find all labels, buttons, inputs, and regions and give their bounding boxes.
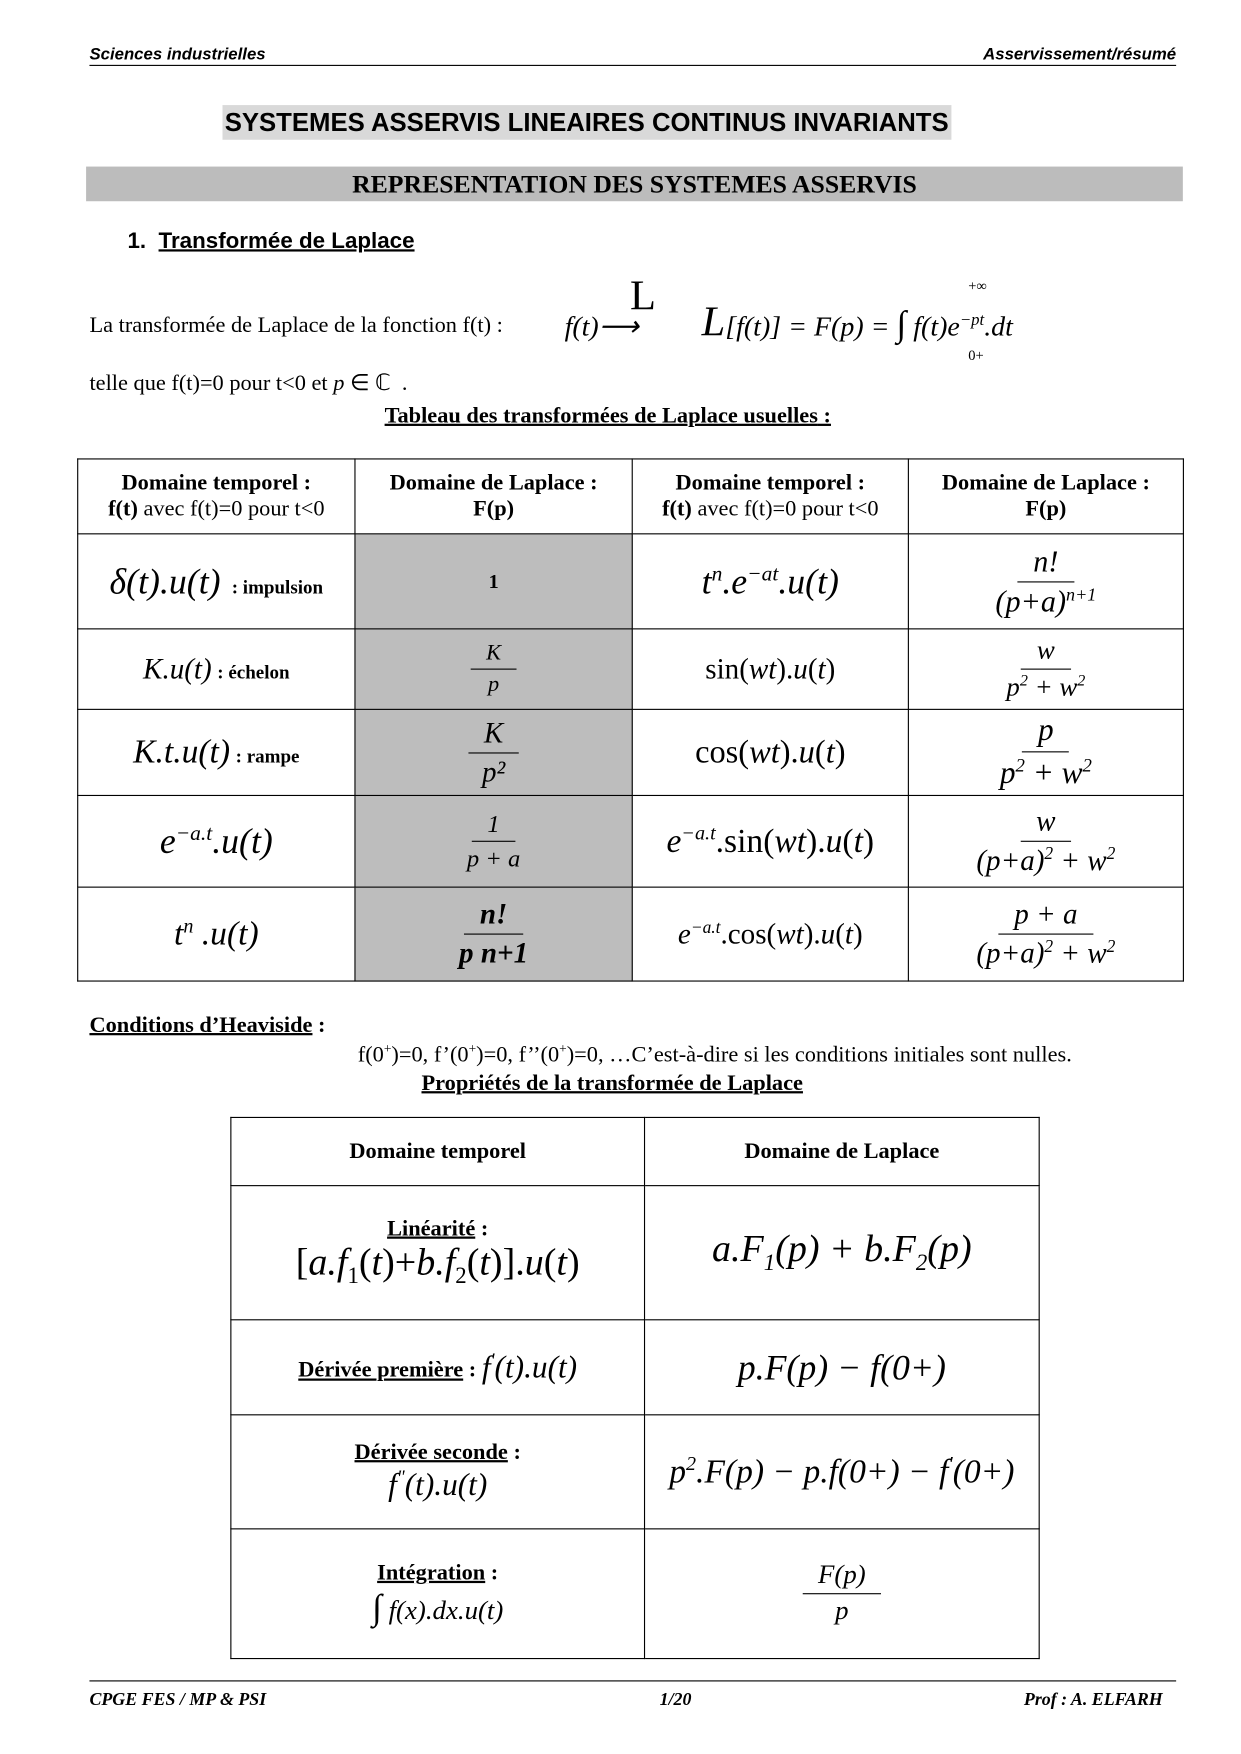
table-row: [78, 534, 1184, 629]
laplace-cell: p.F(p) − f(0+): [645, 1320, 1040, 1415]
footer-rule: [89, 1680, 1176, 1681]
time-cell: Dérivée seconde : f"(t).u(t): [231, 1415, 645, 1529]
section-title: REPRESENTATION DES SYSTEMES ASSERVIS: [86, 167, 1183, 202]
table-row: [231, 1320, 1039, 1415]
heaviside-text: f(0+)=0, f’(0+)=0, f’’(0+)=0, …C’est-à-dire si les conditions initiales sont nulles.: [357, 1040, 1072, 1068]
laplace-cell: $\frac{p + a}{(p+a)^2 + w^2}$: [908, 887, 1183, 981]
footer-left: CPGE FES / MP & PSI: [89, 1690, 267, 1710]
heaviside-description: …C’est-à-dire si les conditions initiales sont nulles.: [609, 1042, 1072, 1068]
table2-caption: Propriétés de la transformée de Laplace: [421, 1071, 803, 1096]
table-row: [231, 1529, 1039, 1659]
page-title: SYSTEMES ASSERVIS LINEAIRES CONTINUS INVARIANTS: [222, 105, 950, 140]
time-cell: $e^{-a.t}.\sin(wt).u(t)$: [632, 795, 908, 887]
header-cell: Domaine de Laplace: [645, 1117, 1040, 1185]
condition-label: telle que f(t)=0 pour t<0 et: [89, 371, 328, 396]
time-cell: K.u(t) : échelon: [78, 629, 355, 709]
header-cell: Domaine de Laplace : F(p): [355, 459, 632, 534]
laplace-definition: f(t) L ⟶ L[f(t)] = F(p) = ∫ $f(t)e^{-pt}.dt$: [564, 272, 1013, 346]
laplace-cell: $\frac{K}{p}$: [355, 629, 632, 709]
footer-right: Prof : A. ELFARH: [1023, 1690, 1163, 1710]
table-row: [78, 795, 1184, 887]
time-cell: Linéarité : $[a.f_1(t)+b.f_2(t)].u(t)$: [231, 1186, 645, 1320]
condition-text: telle que f(t)=0 pour t<0 et p ∈ ℂ .: [89, 371, 408, 396]
table-row: [78, 709, 1184, 795]
header-cell: Domaine temporel : f(t) avec f(t)=0 pour t<0: [78, 459, 355, 534]
laplace-cell: $\frac{w}{(p+a)^2 + w^2}$: [908, 795, 1183, 887]
table-row: [231, 1186, 1039, 1320]
time-cell: $t^n.e^{-at}.u(t)$: [632, 534, 908, 629]
laplace-cell: $\frac{K}{\text{p²}}$: [355, 709, 632, 795]
laplace-cell: $\frac{p}{p^2 + w^2}$: [908, 709, 1183, 795]
laplace-cell: $a.F_1(p) + b.F_2(p)$: [645, 1186, 1040, 1320]
time-cell: cos(wt).u(t): [632, 709, 908, 795]
laplace-table: [77, 458, 1184, 981]
integral-lower: 0+: [968, 346, 984, 364]
table-row: [231, 1415, 1039, 1529]
header-cell: Domaine temporel : f(t) avec f(t)=0 pour t<0: [632, 459, 908, 534]
table1-caption-text: Tableau des transformées de Laplace usuelles: [384, 403, 818, 429]
heaviside-heading: Conditions d’Heaviside :: [89, 1012, 326, 1038]
time-cell: Intégration : ∫ f(x).dx.u(t): [231, 1529, 645, 1659]
table-row: [78, 887, 1184, 981]
properties-table: [230, 1117, 1039, 1659]
laplace-cell: 1: [355, 534, 632, 629]
laplace-cell: $\frac{1}{p + a}$: [355, 795, 632, 887]
time-cell: sin(wt).u(t): [632, 629, 908, 709]
header-cell: Domaine de Laplace : F(p): [908, 459, 1183, 534]
subsection-title: Transformée de Laplace: [158, 229, 415, 254]
subsection-heading: [127, 229, 414, 255]
table-header-row: [231, 1117, 1039, 1185]
laplace-cell: $\frac{n!}{(p+a)^{n+1}}$: [908, 534, 1183, 629]
intro-text: La transformée de Laplace de la fonction f(t) :: [89, 313, 503, 338]
time-cell: K.t.u(t) : rampe: [78, 709, 355, 795]
header-right: Asservissement/résumé: [983, 44, 1177, 64]
integral-upper: +∞: [968, 277, 987, 295]
time-cell: δ(t).u(t) : impulsion: [78, 534, 355, 629]
table1-caption: Tableau des transformées de Laplace usuelles :: [384, 403, 831, 429]
laplace-cell: $\frac{n!}{\text{p n+1}}$: [355, 887, 632, 981]
laplace-cell: $\frac{w}{p^2 + w^2}$: [908, 629, 1183, 709]
header-cell: Domaine temporel: [231, 1117, 645, 1185]
laplace-operator: L: [630, 272, 657, 320]
time-cell: $e^{-a.t}.\cos(wt).u(t)$: [632, 887, 908, 981]
table-row: [78, 629, 1184, 709]
laplace-cell: $\frac{F(p)}{p}$: [645, 1529, 1040, 1659]
table-header-row: [78, 459, 1184, 534]
time-cell: Dérivée première : f'(t).u(t): [231, 1320, 645, 1415]
page-number: 1/20: [659, 1690, 692, 1710]
time-cell: $t^n$ .u(t): [78, 887, 355, 981]
laplace-cell: $p^2.F(p) - p.f(0+) - f'(0+)$: [645, 1415, 1040, 1529]
header-left: Sciences industrielles: [89, 44, 266, 64]
subsection-number: 1.: [127, 229, 147, 254]
time-cell: $e^{-a.t}.u(t)$: [78, 795, 355, 887]
heaviside-title: Conditions d’Heaviside: [89, 1012, 313, 1038]
header-rule: [89, 65, 1176, 66]
